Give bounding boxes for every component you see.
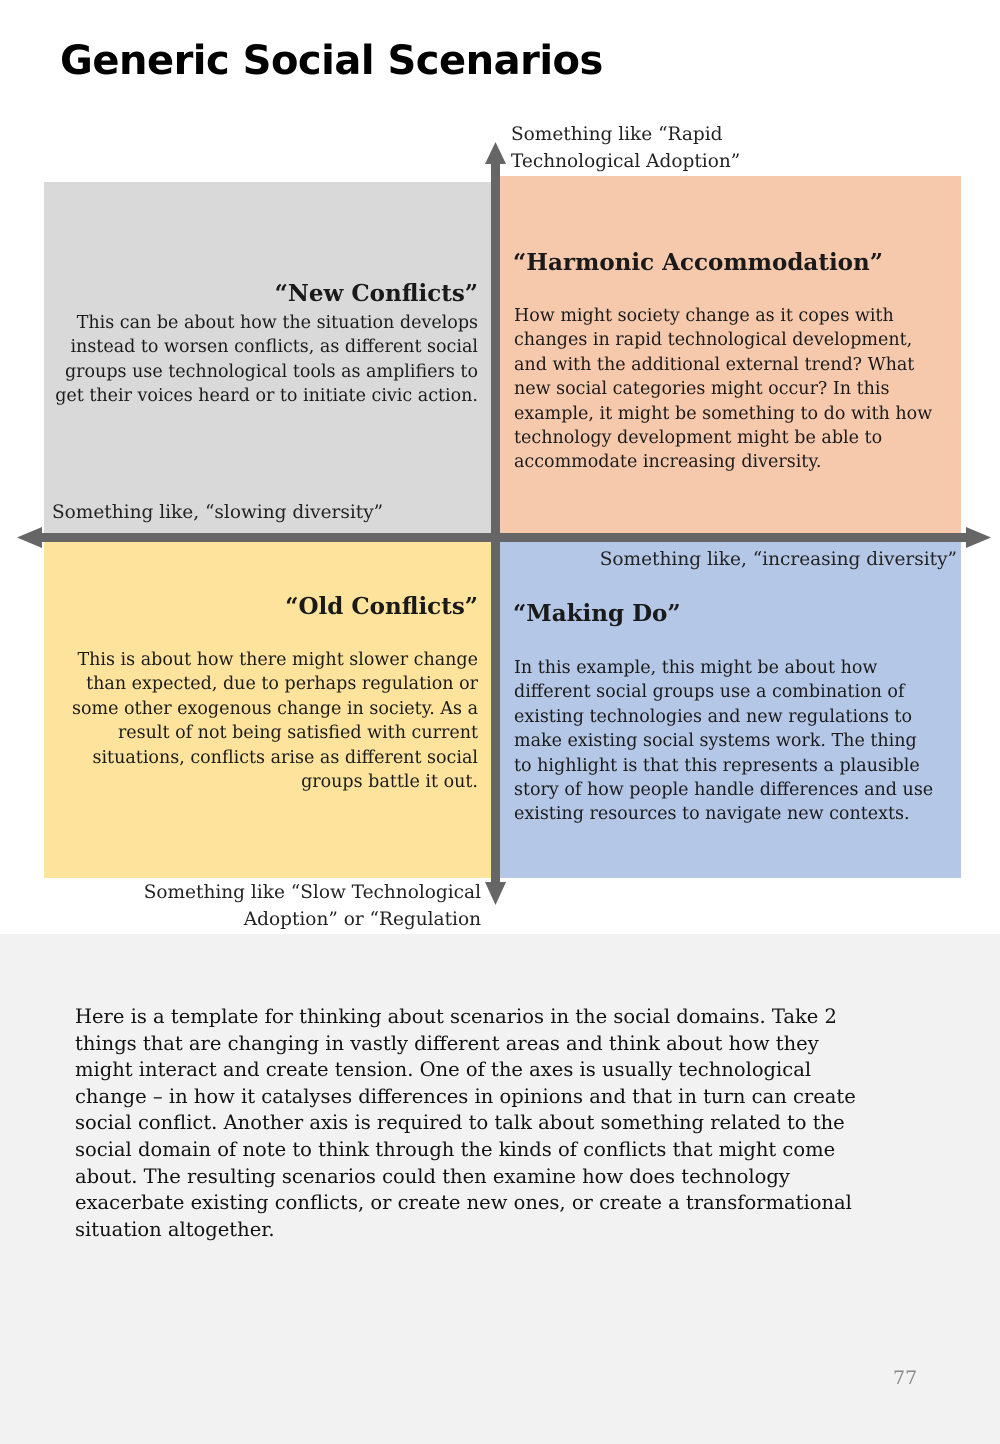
body-line: In this example, this might be about how xyxy=(514,658,878,678)
quadrant-title-harmonic-accommodation: “Harmonic Accommodation” xyxy=(513,249,883,276)
quadrant-title-making-do: “Making Do” xyxy=(513,600,681,627)
axis-label-top-line: Technological Adoption” xyxy=(511,151,741,172)
description-line: things that are changing in vastly different areas and think about how they xyxy=(75,1031,819,1055)
quadrant-title-new-conflicts: “New Conflicts” xyxy=(274,280,478,307)
description-line: Here is a template for thinking about scenarios in the social domains. Take 2 xyxy=(75,1005,837,1028)
description-line: about. The resulting scenarios could then examine how does technology xyxy=(75,1164,790,1188)
arrow-right-icon xyxy=(966,527,991,548)
page-title: Generic Social Scenarios xyxy=(60,38,603,84)
body-line: This is about how there might slower change xyxy=(77,650,478,670)
body-line: some other exogenous change in society. As a xyxy=(71,698,478,719)
quadrant-body-new-conflicts xyxy=(50,311,478,409)
quadrant-body-harmonic-accommodation xyxy=(514,304,954,475)
axis-label-top-line: Something like “Rapid xyxy=(511,124,723,145)
body-line: result of not being satisfied with current xyxy=(117,723,478,744)
body-line: How might society change as it copes with xyxy=(514,306,894,326)
horizontal-axis-line xyxy=(38,533,970,542)
body-line: example, it might be something to do with how xyxy=(514,403,933,424)
body-line: situations, conflicts arise as different social xyxy=(92,747,478,768)
description-text xyxy=(75,1004,865,1243)
body-line: technology development might be able to xyxy=(514,428,883,449)
description-line: social conflict. Another axis is required to talk about something related to the xyxy=(75,1111,845,1135)
arrow-up-icon xyxy=(485,142,506,164)
description-line: situation altogether. xyxy=(75,1217,275,1241)
body-line: to highlight is that this represents a plausible xyxy=(514,755,920,776)
body-line: story of how people handle differences and use xyxy=(514,780,934,801)
description-line: social domain of note to think through the kinds of conflicts that might come xyxy=(75,1137,836,1161)
body-line: and with the additional external trend? What xyxy=(514,354,915,375)
body-line: than expected, due to perhaps regulation or xyxy=(86,674,478,695)
body-line: existing technologies and new regulations to xyxy=(514,706,912,727)
arrow-left-icon xyxy=(17,527,42,548)
axis-label-top xyxy=(511,121,740,175)
body-line: get their voices heard or to initiate civic action. xyxy=(55,386,478,407)
body-line: make existing social systems work. The thing xyxy=(514,731,917,752)
vertical-axis-line xyxy=(491,160,500,882)
axis-label-left: Something like, “slowing diversity” xyxy=(52,502,384,523)
body-line: groups use technological tools as amplifiers to xyxy=(64,361,478,382)
quadrant-body-old-conflicts xyxy=(50,648,478,794)
body-line: changes in rapid technological development, xyxy=(514,330,913,351)
quadrant-body-making-do xyxy=(514,656,954,827)
quadrant-title-old-conflicts: “Old Conflicts” xyxy=(285,593,478,620)
body-line: instead to worsen conflicts, as different social xyxy=(70,337,478,358)
body-line: new social categories might occur? In this xyxy=(514,379,890,400)
body-line: accommodate increasing diversity. xyxy=(514,452,822,473)
axis-label-bottom-line: Something like “Slow Technological xyxy=(143,882,481,903)
body-line: existing resources to navigate new contexts. xyxy=(514,804,910,825)
axis-label-right: Something like, “increasing diversity” xyxy=(599,549,957,570)
axis-label-bottom-line: Adoption” or “Regulation xyxy=(243,909,481,930)
axis-label-bottom xyxy=(100,879,481,933)
arrow-down-icon xyxy=(485,882,506,905)
body-line: This can be about how the situation develops xyxy=(76,313,478,333)
body-line: different social groups use a combination of xyxy=(514,682,905,703)
body-line: groups battle it out. xyxy=(301,772,478,793)
description-line: might interact and create tension. One of the axes is usually technological xyxy=(75,1058,812,1082)
description-line: exacerbate existing conflicts, or create new ones, or create a transformational xyxy=(75,1191,852,1215)
description-line: change – in how it catalyses differences in opinions and that in turn can create xyxy=(75,1084,856,1108)
page-number: 77 xyxy=(893,1367,918,1389)
